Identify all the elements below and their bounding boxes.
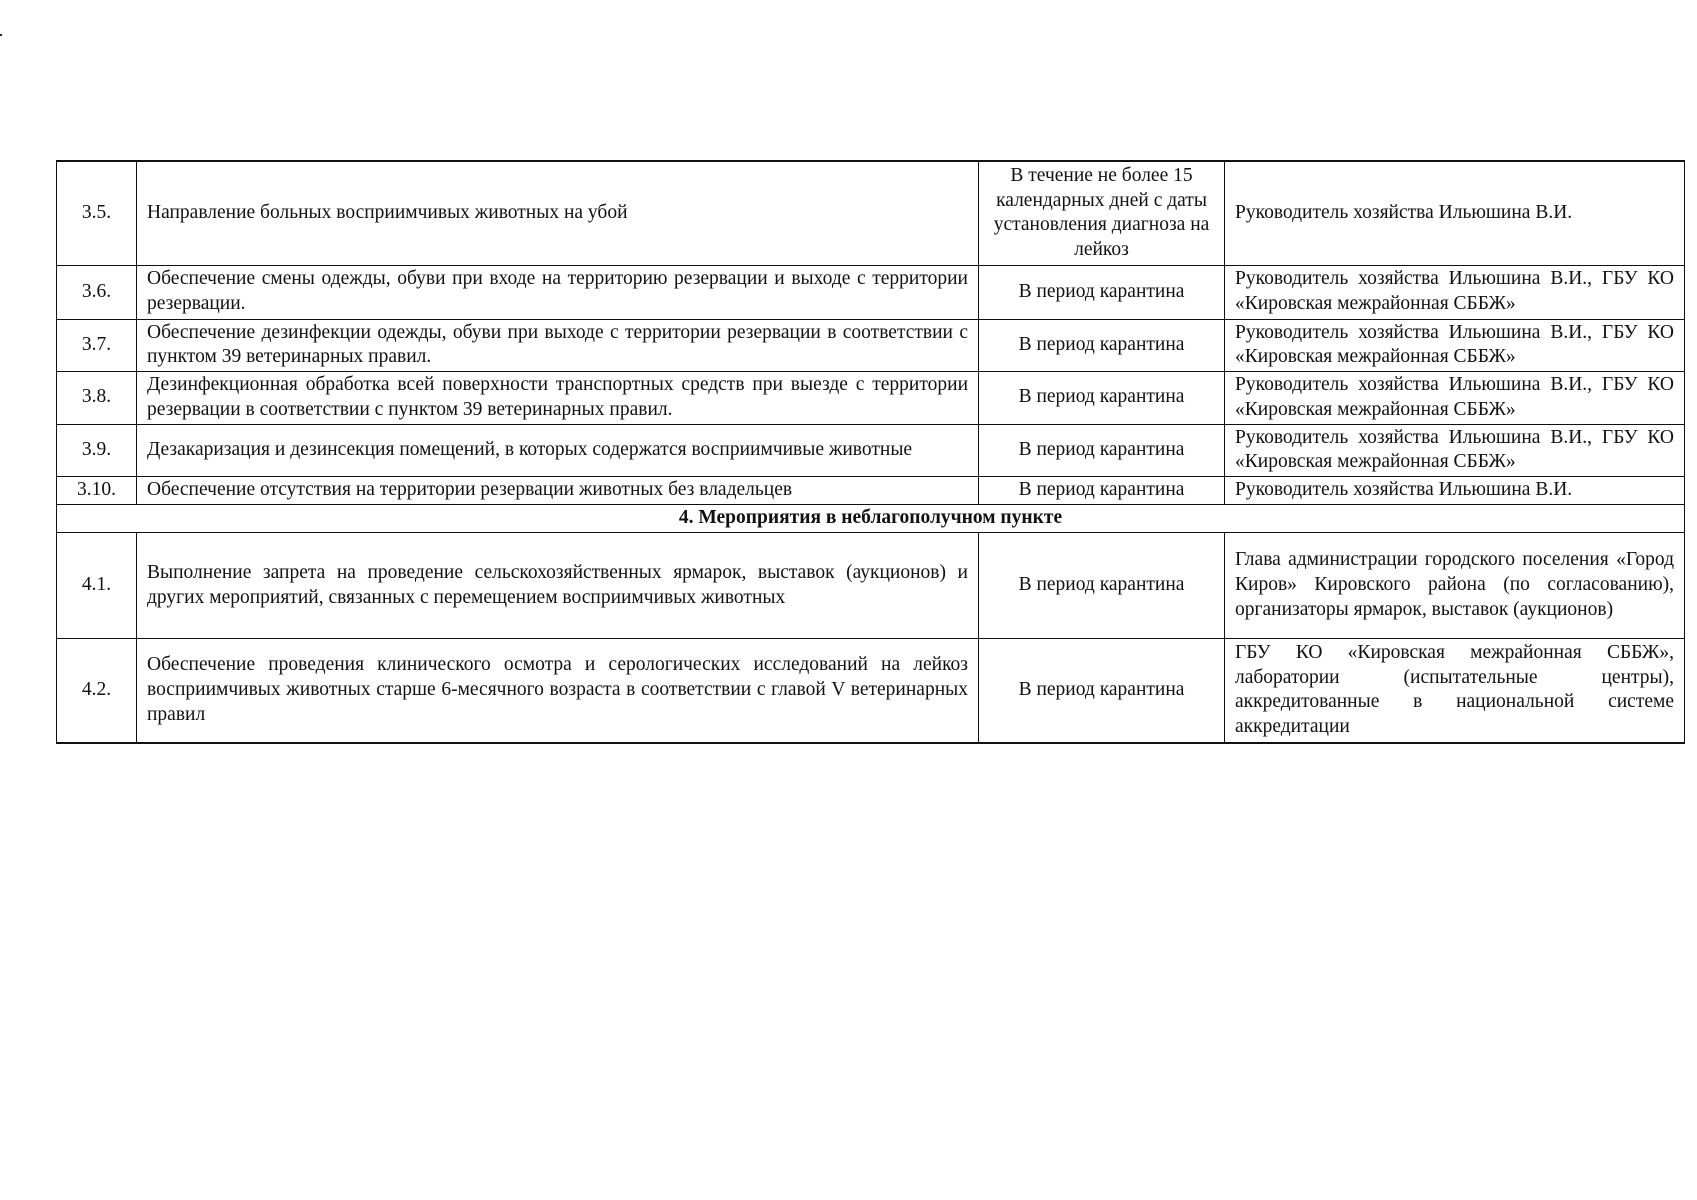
table-row: [57, 372, 1685, 425]
measure-description: Обеспечение смены одежды, обуви при входе на территорию резервации и выходе с территории резервации.: [137, 265, 979, 319]
section-title: 4. Мероприятия в неблагополучном пункте: [57, 505, 1685, 533]
measure-responsible: Глава администрации городского поселения «Город Киров» Кировского района (по согласованию), организаторы ярмарок, выставок (аукционов): [1225, 533, 1685, 639]
measure-term: В период карантина: [979, 319, 1225, 372]
table-row: [57, 477, 1685, 505]
measure-responsible: Руководитель хозяйства Ильюшина В.И., ГБУ КО «Кировская межрайонная СББЖ»: [1225, 265, 1685, 319]
measure-responsible: Руководитель хозяйства Ильюшина В.И., ГБУ КО «Кировская межрайонная СББЖ»: [1225, 319, 1685, 372]
section-header-row: [57, 505, 1685, 533]
measures-document: [56, 160, 1684, 744]
measure-responsible: ГБУ КО «Кировская межрайонная СББЖ», лаборатории (испытательные центры), аккредитованные в национальной системе аккредитации: [1225, 639, 1685, 743]
measures-table: [56, 160, 1685, 744]
table-row: [57, 533, 1685, 639]
measure-term: В течение не более 15 календарных дней с даты установления диагноза на лейкоз: [979, 161, 1225, 265]
measure-description: Направление больных восприимчивых животных на убой: [137, 161, 979, 265]
measure-term: В период карантина: [979, 639, 1225, 743]
table-row: [57, 319, 1685, 372]
table-row: [57, 424, 1685, 477]
scan-dot: [0, 34, 2, 36]
row-number: 3.5.: [57, 161, 137, 265]
row-number: 3.6.: [57, 265, 137, 319]
row-number: 4.2.: [57, 639, 137, 743]
measure-term: В период карантина: [979, 372, 1225, 425]
measure-description: Обеспечение проведения клинического осмотра и серологических исследований на лейкоз восприимчивых животных старше 6-месячного возраста в соответствии с главой V ветеринарных правил: [137, 639, 979, 743]
row-number: 4.1.: [57, 533, 137, 639]
measure-responsible: Руководитель хозяйства Ильюшина В.И.: [1225, 477, 1685, 505]
measure-description: Обеспечение дезинфекции одежды, обуви при выходе с территории резервации в соответствии с пунктом 39 ветеринарных правил.: [137, 319, 979, 372]
table-row: [57, 639, 1685, 743]
measure-responsible: Руководитель хозяйства Ильюшина В.И.: [1225, 161, 1685, 265]
row-number: 3.8.: [57, 372, 137, 425]
measure-description: Выполнение запрета на проведение сельскохозяйственных ярмарок, выставок (аукционов) и других мероприятий, связанных с перемещением восприимчивых животных: [137, 533, 979, 639]
row-number: 3.10.: [57, 477, 137, 505]
row-number: 3.9.: [57, 424, 137, 477]
row-number: 3.7.: [57, 319, 137, 372]
measure-description: Дезинфекционная обработка всей поверхности транспортных средств при выезде с территории резервации в соответствии с пунктом 39 ветеринарных правил.: [137, 372, 979, 425]
measure-responsible: Руководитель хозяйства Ильюшина В.И., ГБУ КО «Кировская межрайонная СББЖ»: [1225, 424, 1685, 477]
measure-term: В период карантина: [979, 424, 1225, 477]
measure-term: В период карантина: [979, 265, 1225, 319]
measure-term: В период карантина: [979, 533, 1225, 639]
measure-term: В период карантина: [979, 477, 1225, 505]
measure-description: Обеспечение отсутствия на территории резервации животных без владельцев: [137, 477, 979, 505]
measure-description: Дезакаризация и дезинсекция помещений, в которых содержатся восприимчивые животные: [137, 424, 979, 477]
table-row: [57, 161, 1685, 265]
measure-responsible: Руководитель хозяйства Ильюшина В.И., ГБУ КО «Кировская межрайонная СББЖ»: [1225, 372, 1685, 425]
table-row: [57, 265, 1685, 319]
